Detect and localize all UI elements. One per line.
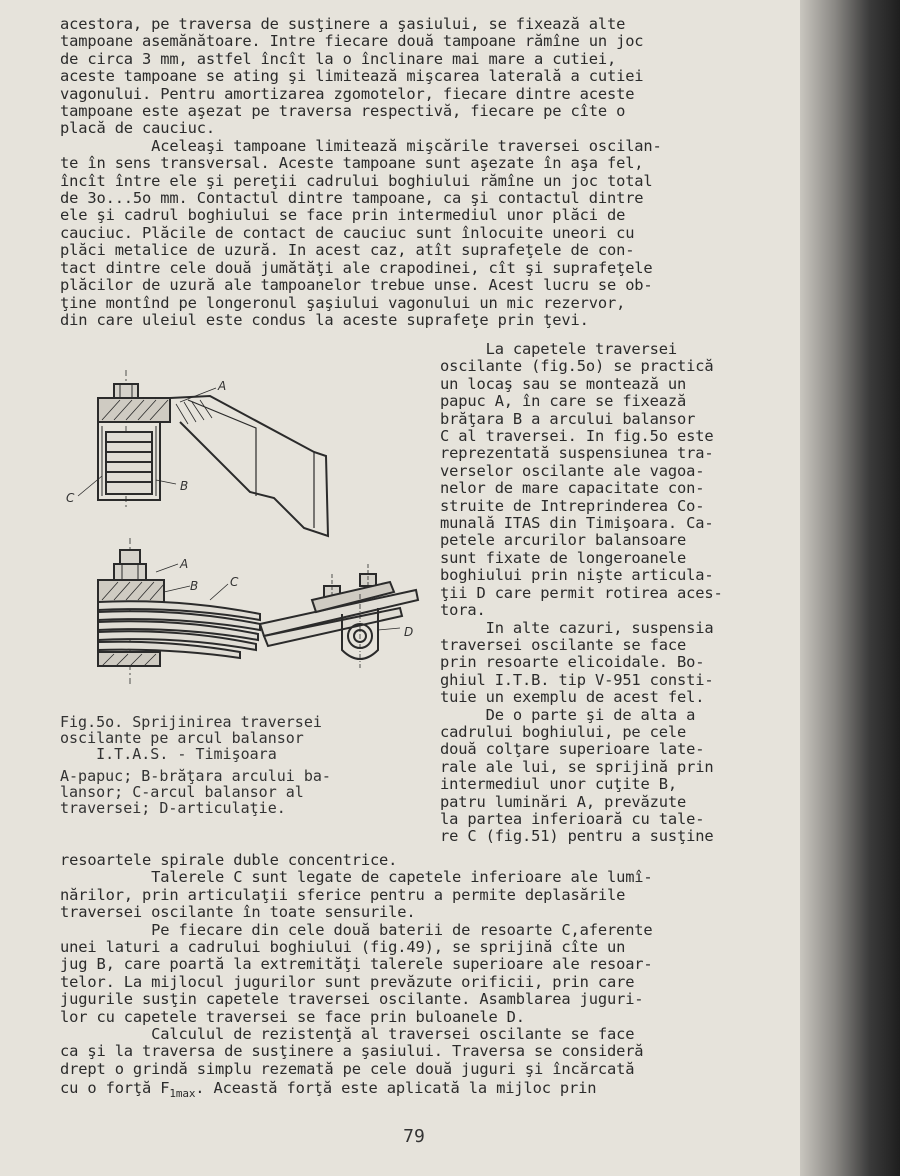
figure-label-b-lower: B (190, 579, 199, 593)
book-spine-shadow (800, 0, 900, 1176)
page-number: 79 (403, 1126, 425, 1147)
last-line-start: cu o forţă F (60, 1079, 170, 1097)
last-line (60, 1080, 596, 1102)
figure-50-drawing (60, 368, 420, 688)
lower-spring-drawing (98, 538, 418, 686)
right-column-text: La capetele traversei oscilante (fig.5o) se practică un locaş sau se montează un papuc A, în care se fixează brăţara B a arcului balansor C al traversei. In fig.5o este reprezentată suspensiunea tra- verselor oscilante ale vagoa- nelor de mare capacitate con- struite de Intreprinderea Co- munală ITAS din Timişoara. Ca- petele arcurilor balansoare sunt fixate de longeroanele boghiului prin nişte articula- ţii D care permit rotirea aces- tora. In alte cazuri, suspensia traversei oscilante se face prin resoarte elicoidale. Bo- ghiul I.T.B. tip V-951 consti- tuie un exemplu de acest fel. De o parte şi de alta a cadrului boghiului, pe cele două colţare superioare late- rale ale lui, se sprijină prin intermediul unor cuţite B, patru luminări A, prevăzute la partea inferioară cu tale- re C (fig.51) pentru a susţine (440, 340, 723, 846)
figure-label-c-upper: C (66, 491, 75, 505)
upper-section-drawing (78, 370, 328, 536)
figure-label-d: D (404, 625, 414, 639)
figure-label-c-lower: C (230, 575, 239, 589)
force-subscript: 1max (169, 1087, 196, 1101)
figure-label-a-lower: A (180, 557, 189, 571)
figure-legend: A-papuc; B-brăţara arcului ba- lansor; C-arcul balansor al traversei; D-articulaţie. (60, 767, 331, 818)
figure-caption: Fig.5o. Sprijinirea traversei oscilante pe arcul balansor I.T.A.S. - Timişoara (60, 713, 322, 764)
figure-label-b-upper: B (180, 479, 189, 493)
closing-paragraphs: resoartele spirale duble concentrice. Talerele C sunt legate de capetele inferioare ale lumî- nărilor, prin articulaţii sferice pentru a permite deplasările traversei oscilante în toate sensurile. Pe fiecare din cele două baterii de resoarte C,aferente unei laturi a cadrului boghiului (fig.49), se sprijină cîte un jug B, care poartă la extremităţi talerele superioare ale resoar- telor. La mijlocul jugurilor sunt prevăzute orificii, prin care jugurile susţin capetele traversei oscilante. Asamblarea juguri- lor cu capetele traversei se face prin buloanele D. Calculul de rezistenţă al traversei oscilante se face ca şi la traversa de susţinere a şasiului. Traversa se consideră drept o grindă simplu rezemată pe cele două juguri şi încărcată (60, 851, 653, 1078)
intro-paragraphs: acestora, pe traversa de susţinere a şasiului, se fixează alte tampoane asemănătoare. Intre fiecare două tampoane rămîne un joc de circa 3 mm, astfel încît la o înclinare mai mare a cutiei, aceste tampoane se ating şi limitează mişcarea laterală a cutiei vagonului. Pentru amortizarea zgomotelor, fiecare dintre aceste tampoane este aşezat pe traversa respectivă, fiecare pe cîte o placă de cauciuc. Aceleaşi tampoane limitează mişcările traversei oscilan- te în sens transversal. Aceste tampoane sunt aşezate în aşa fel, încît între ele şi pereţii cadrului boghiului rămîne un joc total de 3o...5o mm. Contactul dintre tampoane, ca şi contactul dintre ele şi cadrul boghiului se face prin intermediul unor plăci de cauciuc. Plăcile de contact de cauciuc sunt înlocuite uneori cu plăci metalice de uzură. In acest caz, atît suprafeţele de con- tact dintre cele două jumătăţi ale crapodinei, cît şi suprafeţele plăcilor de uzură ale tampoanelor trebue unse. Acest lucru se ob- ţine montînd pe longeronul şaşiului vagonului un mic rezervor, din care uleiul este condus la aceste suprafeţe prin ţevi. (60, 15, 662, 329)
last-line-end: . Această forţă este aplicată la mijloc prin (195, 1079, 597, 1097)
figure-label-a-upper: A (218, 379, 227, 393)
